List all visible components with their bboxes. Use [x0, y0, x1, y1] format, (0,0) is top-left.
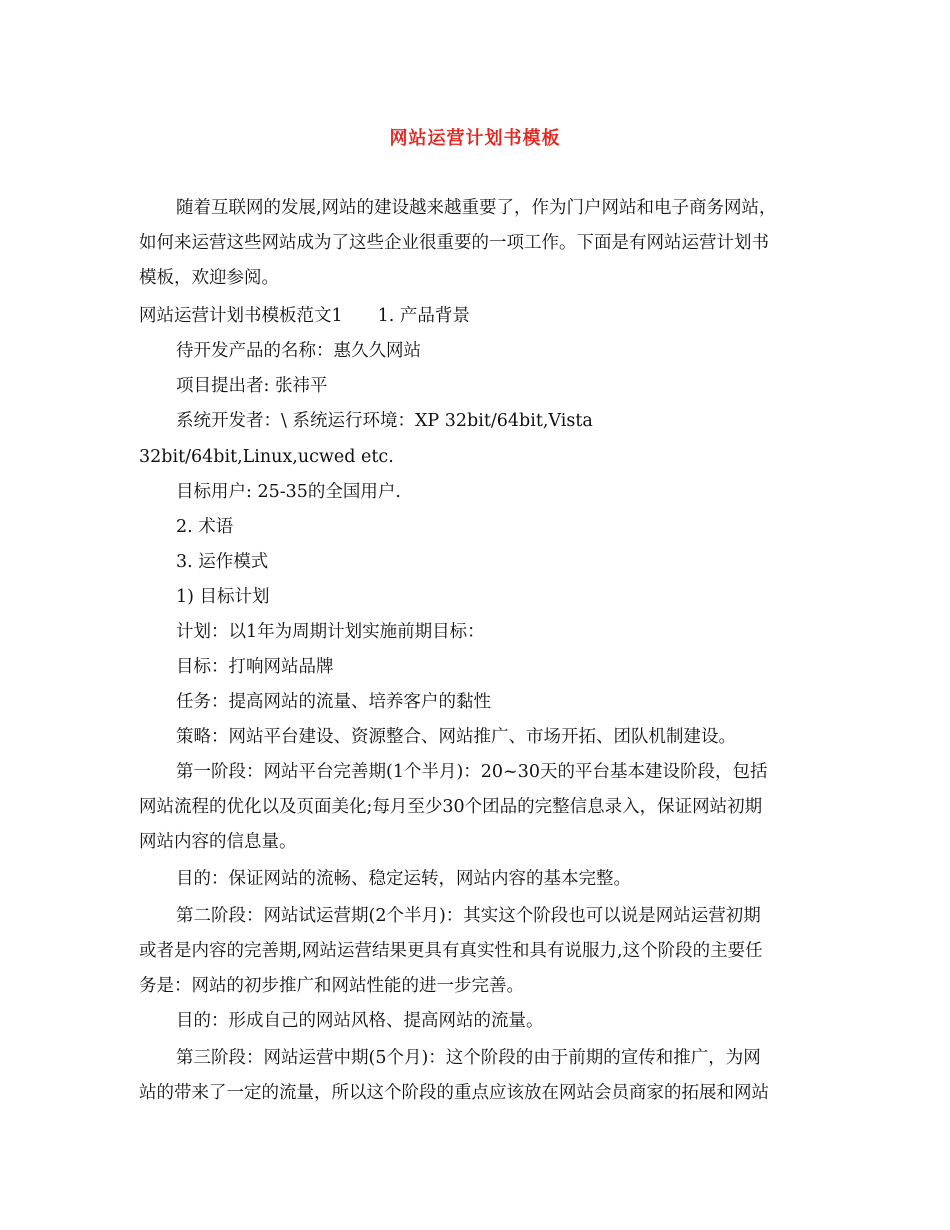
- paragraph-line: 第二阶段：网站试运营期(2个半月)：其实这个阶段也可以说是网站运营初期: [176, 906, 761, 926]
- paragraph-line: 待开发产品的名称：惠久久网站: [176, 341, 421, 361]
- paragraph-line: 务是：网站的初步推广和网站性能的进一步完善。: [139, 976, 524, 996]
- paragraph-line: 网站运营计划书模板范文1 1. 产品背景: [139, 306, 470, 326]
- paragraph-line: 第一阶段：网站平台完善期(1个半月)：20~30天的平台基本建设阶段，包括: [176, 762, 768, 782]
- paragraph-line: 2. 术语: [176, 517, 234, 537]
- paragraph-line: 目的：形成自己的网站风格、提高网站的流量。: [176, 1011, 544, 1031]
- paragraph-line: 策略：网站平台建设、资源整合、网站推广、市场开拓、团队机制建设。: [176, 727, 736, 747]
- paragraph-line: 1) 目标计划: [176, 587, 270, 607]
- paragraph-line: 目的：保证网站的流畅、稳定运转，网站内容的基本完整。: [176, 869, 631, 889]
- document-title: 网站运营计划书模板: [389, 128, 561, 149]
- paragraph-line: 3. 运作模式: [176, 552, 269, 572]
- paragraph-line: 目标：打响网站品牌: [176, 657, 334, 677]
- paragraph-line: 如何来运营这些网站成为了这些企业很重要的一项工作。下面是有网站运营计划书: [139, 233, 769, 253]
- paragraph-line: 目标用户: 25-35的全国用户.: [176, 482, 401, 502]
- paragraph-line: 网站内容的信息量。: [139, 832, 297, 852]
- paragraph-line: 随着互联网的发展,网站的建设越来越重要了，作为门户网站和电子商务网站，: [176, 198, 777, 218]
- paragraph-line: 站的带来了一定的流量，所以这个阶段的重点应该放在网站会员商家的拓展和网站: [139, 1083, 769, 1103]
- paragraph-line: 32bit/64bit,Linux,ucwed etc.: [139, 447, 394, 467]
- paragraph-line: 或者是内容的完善期,网站运营结果更具有真实性和具有说服力,这个阶段的主要任: [139, 941, 763, 961]
- paragraph-line: 网站流程的优化以及页面美化;每月至少30个团品的完整信息录入，保证网站初期: [139, 797, 763, 817]
- paragraph-line: 任务：提高网站的流量、培养客户的黏性: [176, 692, 491, 712]
- paragraph-line: 系统开发者：\ 系统运行环境：XP 32bit/64bit,Vista: [176, 411, 593, 431]
- paragraph-line: 计划：以1年为周期计划实施前期目标：: [176, 622, 485, 642]
- paragraph-line: 项目提出者: 张祎平: [176, 376, 328, 396]
- paragraph-line: 模板，欢迎参阅。: [139, 268, 279, 288]
- paragraph-line: 第三阶段：网站运营中期(5个月)：这个阶段的由于前期的宣传和推广，为网: [176, 1048, 761, 1068]
